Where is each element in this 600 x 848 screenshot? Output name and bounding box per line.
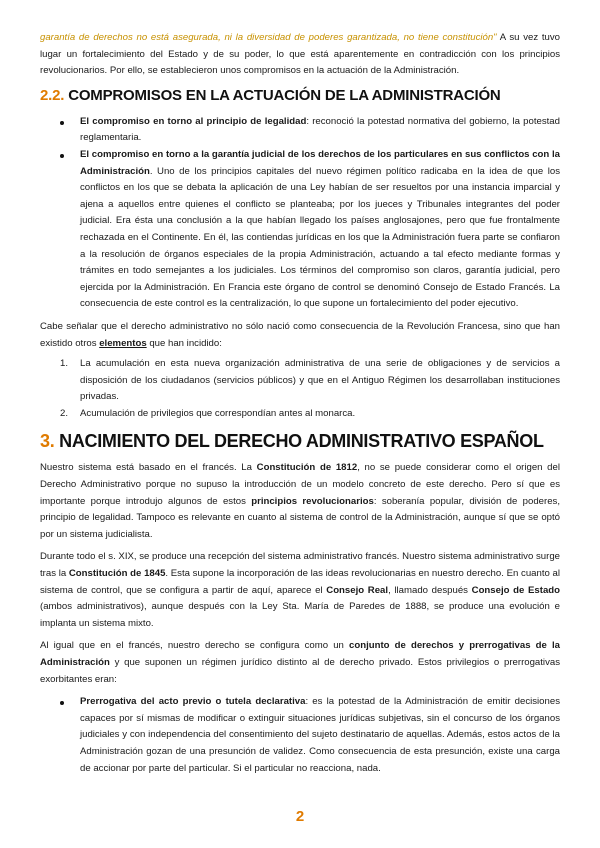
item-text: Acumulación de privilegios que correspondían antes al monarca.	[80, 407, 356, 419]
item-number: 1.	[60, 358, 69, 370]
elementos-link: elementos	[99, 337, 147, 349]
section-3-title: NACIMIENTO DEL DERECHO ADMINISTRATIVO ESPAÑOL	[54, 431, 544, 452]
list-item-text: : es la potestad de la Administración de emitir decisiones capaces por sí mismas de modificar o extinguir situaciones jurídicas subjetivas, sin el concurso de los órganos judiciales y con independencia del consentimiento del sujeto destinatario de aquellas. Además, estos actos de la Administración gozan de una presunción de validez. Como consecuencia de esta presunción, existe una carga de accionar por parte del particular. Si el particular no reacciona, nada.	[80, 696, 560, 774]
item-text: La acumulación en esta nueva organización administrativa de una serie de obligaciones y de servicios a disposición de los ciudadanos (servicios públicos) y que en el Antiguo Régimen los desarrollaban instituciones privadas.	[80, 358, 560, 403]
list-item	[40, 114, 560, 147]
paragraph-text: Cabe señalar que el derecho administrativo no sólo nació como consecuencia de la Revolución Francesa, sino que han existido otros	[40, 320, 560, 349]
item-number: 2.	[60, 407, 69, 419]
section-3-heading	[40, 430, 560, 452]
paragraph-1845: Durante todo el s. XIX, se produce una recepción del sistema administrativo francés. Nuestro sistema administrativo surge tras la Constitución de 1845. Esta supone la incorporación de las ideas revolucionarias en nuestro derecho. En cuanto al sistema de control, que se configura a partir de aquí, aparece el Consejo Real, llamado después Consejo de Estado (ambos administrativos), aunque después con la Ley Sta. María de Paredes de 1888, se produce una evolución e implanta un sistema mixto.	[40, 551, 561, 629]
section-2-2-heading	[40, 86, 560, 106]
intro-text: A su vez tuvo lugar un fortalecimiento del Estado y de su poder, lo que está aparentemente en contradicción con los principios revolucionarios. Por ello, se establecieron unos compromisos en la actuación de la Administración.	[40, 32, 560, 77]
intro-paragraph	[40, 30, 560, 80]
list-item-bold: El compromiso en torno al principio de legalidad	[80, 115, 307, 127]
section-2-2-title: COMPROMISOS EN LA ACTUACIÓN DE LA ADMINISTRACIÓN	[64, 86, 501, 104]
list-item-bold: Prerrogativa del acto previo o tutela declarativa	[80, 696, 306, 708]
section-2-2-number: 2.2.	[40, 86, 65, 104]
list-item	[40, 694, 560, 777]
elementos-paragraph	[40, 319, 560, 352]
list-item-text: . Uno de los principios capitales del nuevo régimen político radicaba en la idea de que los conflictos en los que se debata la aplicación de una Ley habían de ser resueltos por una instancia imparcial y ajena a aquellos entre quienes el conflicto se planteaba; por los jueces y Tribunales integrantes del poder judicial. Era ésta una conclusión a la que habían llegado los países anglosajones, pero que fue frontalmente rechazada en el Continente. En él, las contiendas jurídicas en los que la Administración fuera parte se confiaron a la resolución de órganos especiales de la propia Administración, actuando a tal efecto mediante formas y trámites en todo semejantes a los judiciales. Los términos del compromiso son claros, garantía judicial, pero ejercida por la Administración. En Francia este órgano de control se denominó Consejo de Estado Francés. La consecuencia de este control es la centralización, lo que supone un fortalecimiento del poder ejecutivo.	[80, 165, 560, 310]
numbered-item	[40, 356, 560, 406]
list-item	[40, 147, 560, 313]
prerrogativas-list	[40, 694, 560, 777]
list-item-bold: El compromiso en torno a la garantía judicial de los derechos de los particulares en sus conflictos con la Administración	[80, 148, 560, 177]
section-3-number: 3.	[40, 431, 55, 452]
paragraph-prerrogativas: Al igual que en el francés, nuestro derecho se configura como un conjunto de derechos y prerrogativas de la Administración y que suponen un régimen jurídico distinto al de derecho privado. Estos privilegios o prerrogativas exorbitantes eran:	[40, 640, 560, 685]
compromisos-list	[40, 114, 560, 313]
paragraph-text: que han incidido:	[146, 337, 222, 349]
document-page	[40, 30, 560, 783]
numbered-item	[40, 406, 560, 423]
paragraph-1812: Nuestro sistema está basado en el francés. La Constitución de 1812, no se puede considerar como el origen del Derecho Administrativo porque no supuso la introducción de un modelo concreto de este derecho. Pero sí que es importante porque introdujo algunos de estos principios revolucionarios: soberanía popular, división de poderes, principio de legalidad. Tampoco es relevante en cuanto al sistema de control de la Administración, aunque sí que se optó por un sistema judicialista.	[40, 462, 560, 540]
page-number: 2	[295, 808, 305, 825]
elementos-list	[40, 356, 560, 422]
list-item-text: : reconoció la potestad normativa del gobierno, la potestad reglamentaria.	[80, 115, 560, 144]
intro-quote: garantía de derechos no está asegurada, ni la diversidad de poderes garantizada, no tiene constitución"	[40, 32, 497, 43]
